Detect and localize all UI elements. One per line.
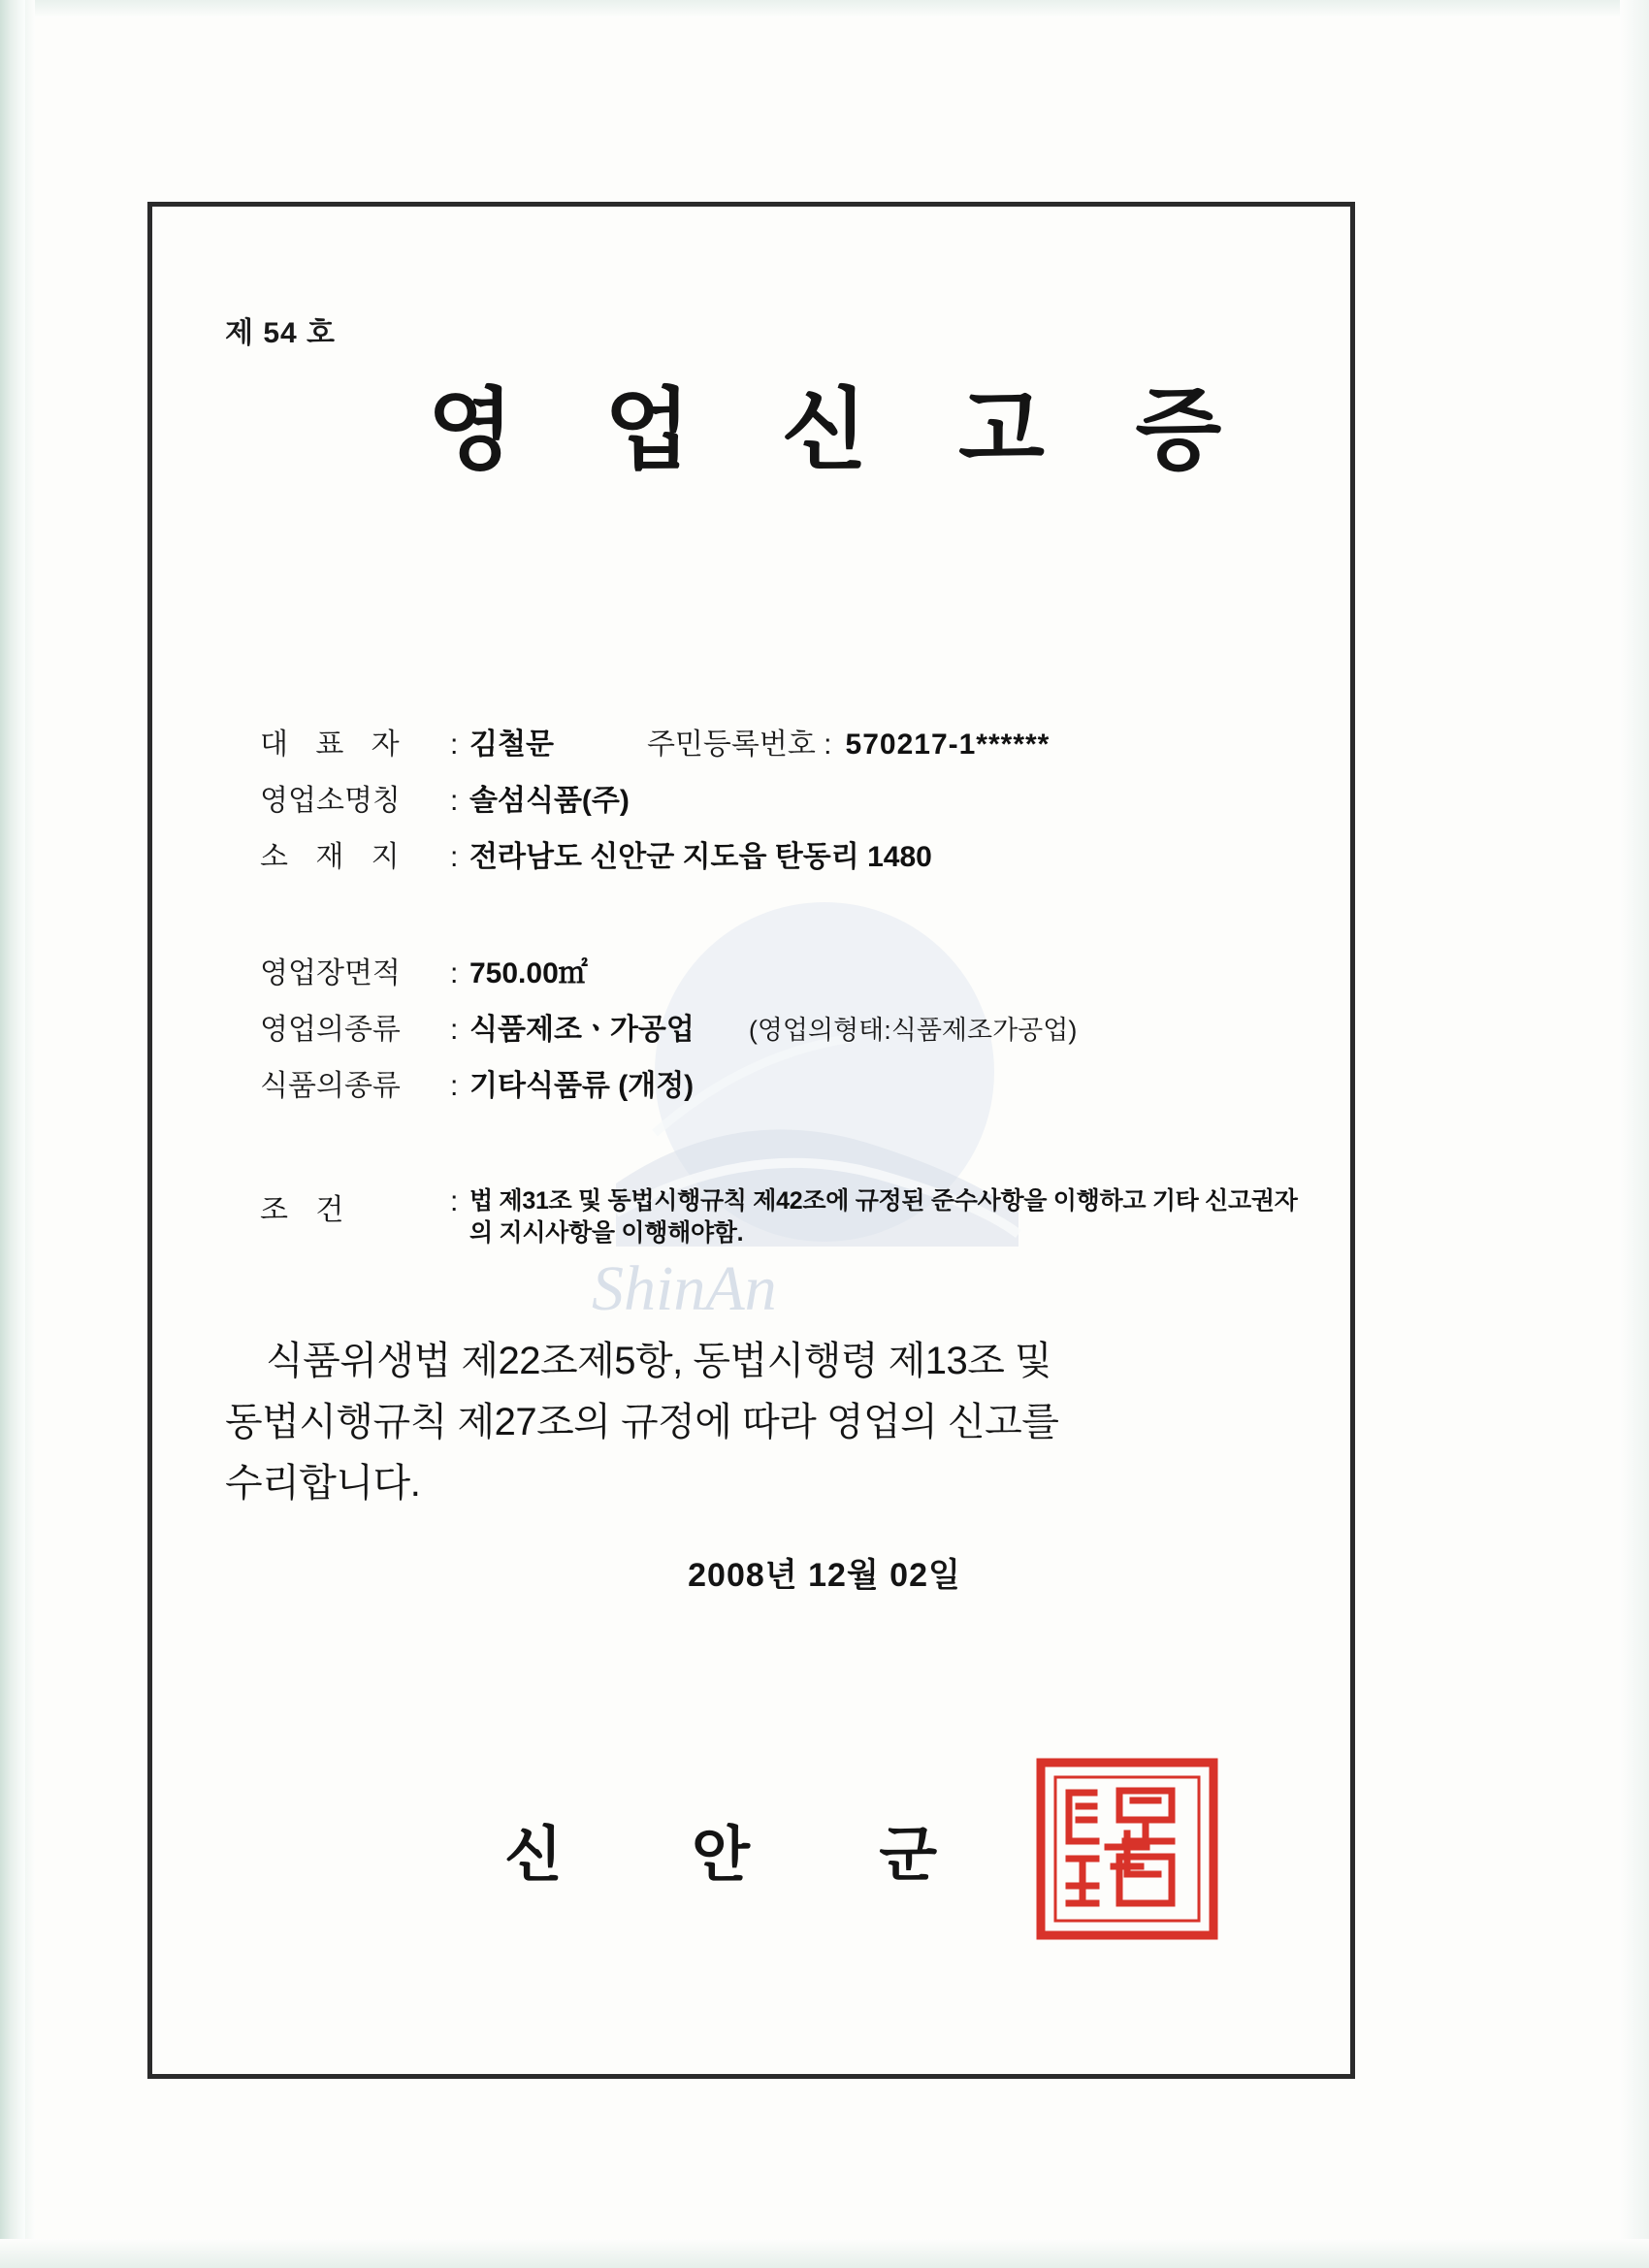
statement-line-3: 수리합니다. [225, 1462, 421, 1506]
field-colon: : [450, 957, 459, 989]
page-edge-right [1620, 0, 1649, 2268]
condition-block [260, 1185, 1308, 1249]
field-location [260, 832, 1288, 875]
issue-date: 2008년 12월 02일 [688, 1557, 961, 1594]
field-colon: : [450, 1014, 459, 1046]
field-representative [260, 720, 1288, 762]
field-label: 소 재 지 [260, 841, 409, 873]
field-label: 영업소명칭 [260, 785, 401, 817]
issuing-authority: 신 안 군 [504, 1822, 994, 1889]
resident-number-value: 570217-1****** [845, 729, 1051, 761]
page-edge-bottom [0, 2239, 1649, 2268]
page-edge-left [0, 0, 25, 2268]
document-number: 제 54 호 [225, 317, 336, 349]
field-business-type [260, 1005, 1288, 1048]
field-colon: : [450, 841, 459, 873]
page-edge-left-inner [25, 0, 35, 2268]
resident-number-label: 주민등록번호 : [646, 729, 832, 761]
field-label: 식품의종류 [260, 1070, 401, 1102]
field-food-type [260, 1061, 1288, 1104]
secondary-field-list [260, 949, 1288, 1118]
page-edge-top [0, 0, 1649, 17]
field-colon: : [450, 729, 459, 761]
field-colon: : [450, 1070, 459, 1102]
condition-colon: : [450, 1185, 459, 1217]
statement-line-2: 동법시행규칙 제27조의 규정에 따라 영업의 신고를 [225, 1401, 1059, 1444]
certificate-title: 영 업 신 고 증 [427, 381, 1255, 480]
field-business-name [260, 776, 1288, 819]
field-value: 기타식품류 (개정) [469, 1070, 695, 1102]
legal-statement [225, 1331, 1311, 1515]
field-business-area [260, 949, 1288, 991]
official-seal-stamp [1036, 1758, 1218, 1940]
primary-field-list [260, 720, 1288, 889]
field-label: 영업의종류 [260, 1014, 401, 1046]
field-value: 전라남도 신안군 지도읍 탄동리 1480 [469, 841, 932, 873]
statement-line-1: 식품위생법 제22조제5항, 동법시행령 제13조 및 [266, 1340, 1052, 1382]
condition-label: 조 건 [260, 1194, 354, 1226]
field-label: 대 표 자 [260, 729, 409, 761]
field-label: 영업장면적 [260, 957, 401, 989]
svg-text:ShinAn: ShinAn [592, 1253, 777, 1324]
condition-text: 법 제31조 및 동법시행규칙 제42조에 규정된 준수사항을 이행하고 기타 신고권자의 지시사항을 이행해야함. [469, 1187, 1298, 1247]
field-value: 김철문 [469, 729, 554, 761]
field-value: 솔섬식품(주) [469, 785, 630, 817]
field-colon: : [450, 785, 459, 817]
field-value: 750.00㎡ [469, 957, 588, 989]
business-form-note: (영업의형태:식품제조가공업) [748, 1016, 1078, 1045]
field-value: 식품제조ㆍ가공업 [469, 1014, 695, 1046]
